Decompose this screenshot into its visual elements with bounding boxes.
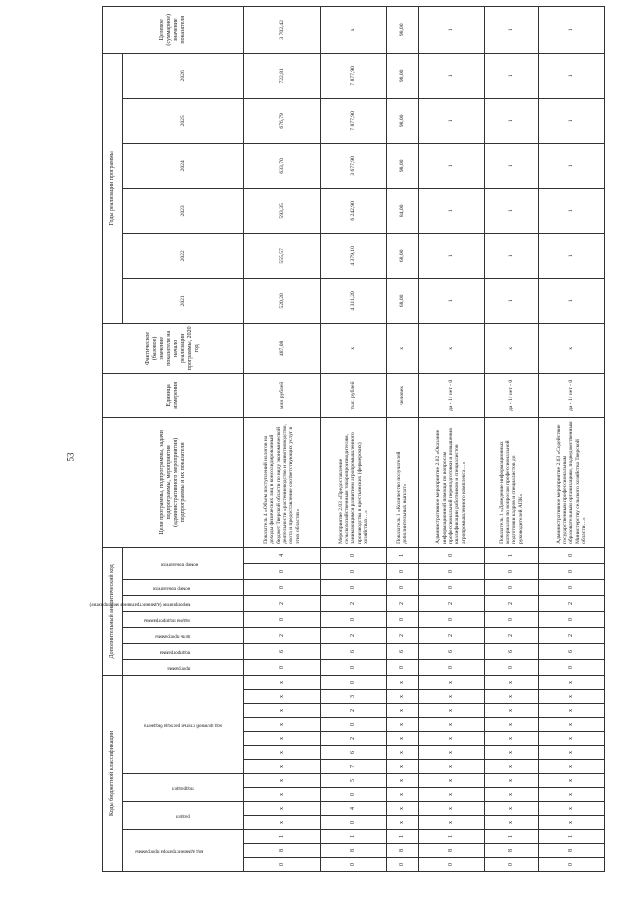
header-additional-codes: Дополнительный аналитический код	[103, 547, 123, 675]
table-canvas	[89, 13, 605, 872]
row-name: Показатель 1 «Доведение информационных материалов по вопросам профессиональной подготовки кадров и специалистов до руководителей АПК»	[484, 417, 538, 547]
budget-code-cell: х	[387, 788, 419, 802]
budget-code-cell: 1	[321, 830, 387, 844]
program-indicators-table	[89, 6, 605, 872]
header-name-column: Цели программы, подпрограммы, задачи подпрограммы, мероприятия (административного мероприятия) подпрограммы и их показатели	[103, 417, 244, 547]
row-value-2024: 1	[539, 143, 605, 188]
budget-code-cell: х	[387, 690, 419, 704]
budget-code-cell: х	[539, 774, 605, 788]
header-year-2022: 2022	[123, 233, 244, 278]
header-unit: Единица измерения	[103, 373, 244, 417]
row-value-2024: 1	[418, 143, 484, 188]
budget-code-cell: х	[484, 746, 538, 760]
budget-code-cell: х	[539, 704, 605, 718]
additional-code-cell: 0	[539, 563, 605, 579]
row-value-2023: 1	[418, 188, 484, 233]
budget-code-cell: х	[484, 675, 538, 689]
budget-code-cell: х	[244, 788, 321, 802]
header-target-article-label: код целевой статьи расхода бюджета	[144, 722, 222, 728]
additional-code-cell: 1	[387, 547, 419, 563]
budget-code-cell: х	[244, 802, 321, 816]
budget-code-cell: х	[418, 704, 484, 718]
budget-code-cell: 0	[321, 718, 387, 732]
budget-code-cell: 1	[539, 830, 605, 844]
row-value-2023: 6 242,90	[321, 188, 387, 233]
budget-code-cell: х	[387, 675, 419, 689]
header-add-indicator-code	[123, 547, 244, 579]
budget-code-cell: х	[539, 816, 605, 830]
row-value-2026: 1	[539, 53, 605, 98]
budget-code-cell: 8	[387, 844, 419, 858]
budget-code-cell: х	[539, 802, 605, 816]
row-value-2026: 7 877,90	[321, 53, 387, 98]
budget-code-cell: 2	[321, 704, 387, 718]
budget-code-cell: 2	[321, 732, 387, 746]
additional-code-cell: 6	[484, 643, 538, 659]
row-name: Показатель 1 «Количество получателей дополнительных выплат»	[387, 417, 419, 547]
row-actual: х	[539, 323, 605, 373]
additional-code-cell: 0	[321, 579, 387, 595]
additional-code-cell: 0	[321, 563, 387, 579]
additional-code-cell: 2	[244, 627, 321, 643]
budget-code-cell: х	[484, 802, 538, 816]
header-budget-codes: Коды бюджетной классификации	[103, 675, 123, 871]
header-add-indicator-num-label: номер показателя	[153, 585, 191, 591]
budget-code-cell: х	[539, 732, 605, 746]
header-target-value	[103, 6, 244, 53]
additional-code-cell: 0	[321, 547, 387, 563]
budget-code-cell: х	[244, 760, 321, 774]
row-unit: да - 1/ нет - 0	[539, 373, 605, 417]
row-value-2025: 676,79	[244, 98, 321, 143]
row-value-2022: 1	[484, 233, 538, 278]
additional-code-cell: 0	[484, 611, 538, 627]
budget-code-cell: х	[539, 760, 605, 774]
table-row	[244, 6, 321, 871]
table-row	[484, 6, 538, 871]
additional-code-cell: 0	[418, 611, 484, 627]
budget-code-cell: х	[418, 675, 484, 689]
additional-code-cell: 2	[418, 595, 484, 611]
header-add-indicator-num	[123, 579, 244, 595]
row-value-2023: 1	[484, 188, 538, 233]
budget-code-cell: х	[387, 704, 419, 718]
row-value-2021: 1	[418, 278, 484, 323]
budget-code-cell: х	[539, 746, 605, 760]
budget-code-cell: х	[387, 774, 419, 788]
header-section	[123, 802, 244, 830]
additional-code-cell: 1	[484, 547, 538, 563]
additional-code-cell: 2	[244, 595, 321, 611]
header-add-event	[89, 595, 244, 611]
budget-code-cell: х	[244, 718, 321, 732]
budget-code-cell: х	[244, 774, 321, 788]
budget-code-cell: х	[387, 802, 419, 816]
budget-code-cell: х	[387, 746, 419, 760]
row-actual: х	[484, 323, 538, 373]
budget-code-cell: х	[539, 788, 605, 802]
row-value-2025: 1	[418, 98, 484, 143]
row-target: 1	[539, 6, 605, 53]
budget-code-cell: х	[387, 816, 419, 830]
additional-code-cell: 6	[387, 643, 419, 659]
budget-code-cell: х	[244, 746, 321, 760]
additional-code-cell: 2	[387, 627, 419, 643]
budget-code-cell: х	[539, 675, 605, 689]
budget-code-cell: х	[244, 732, 321, 746]
row-actual: 487,08	[244, 323, 321, 373]
row-value-2021: 1	[484, 278, 538, 323]
additional-code-cell: 0	[539, 547, 605, 563]
additional-code-cell: 0	[244, 659, 321, 675]
budget-code-cell: х	[387, 718, 419, 732]
budget-code-cell: 1	[484, 830, 538, 844]
additional-code-cell: 2	[484, 627, 538, 643]
budget-code-cell: х	[539, 690, 605, 704]
additional-code-cell: 0	[244, 579, 321, 595]
row-value-2025: 1	[484, 98, 538, 143]
budget-code-cell: х	[418, 788, 484, 802]
additional-code-cell: 0	[387, 563, 419, 579]
additional-code-cell: 0	[539, 579, 605, 595]
budget-code-cell: х	[484, 732, 538, 746]
budget-code-cell: 0	[321, 788, 387, 802]
header-subsection-label: подраздел	[172, 785, 194, 791]
budget-code-cell: х	[418, 802, 484, 816]
budget-code-cell: х	[484, 718, 538, 732]
budget-code-cell: 0	[321, 675, 387, 689]
budget-code-cell: 8	[484, 844, 538, 858]
table-row	[321, 6, 387, 871]
additional-code-cell: 0	[387, 579, 419, 595]
header-add-event-label: мероприятие (административное мероприятие)	[89, 601, 191, 607]
header-add-task	[123, 611, 244, 627]
row-name: Показатель 4 «Объем поступлений налогов на доходы физических лиц в консолидированный бюджет Тверской области по виду экономической деятельности «растениеводство и животноводство, охота и предоставление соответствующих услуг в этих областях»	[244, 417, 321, 547]
row-target: 1	[484, 6, 538, 53]
header-add-program-label: программа	[167, 665, 191, 671]
header-add-task-label: задача подпрограммы	[144, 617, 191, 623]
row-value-2026: 1	[484, 53, 538, 98]
additional-code-cell: 0	[484, 659, 538, 675]
additional-code-cell: 0	[539, 611, 605, 627]
additional-code-cell: 0	[387, 611, 419, 627]
row-target: 1	[418, 6, 484, 53]
header-actual-value: Фактическое (базовое) значение показателя на начало реализации программы, 2020 год	[103, 323, 244, 373]
budget-code-cell: 0	[484, 858, 538, 872]
additional-code-cell: 6	[539, 643, 605, 659]
row-unit: да - 1/ нет - 0	[484, 373, 538, 417]
row-value-2024: 98,00	[387, 143, 419, 188]
row-value-2022: 68,00	[387, 233, 419, 278]
additional-code-cell: 2	[387, 595, 419, 611]
row-target: 3 702,42	[244, 6, 321, 53]
budget-code-cell: 0	[387, 858, 419, 872]
header-section-label: раздел	[176, 813, 190, 819]
row-unit: млн рублей	[244, 373, 321, 417]
row-name: Административное мероприятие 2.02 «Оказание информационной помощи по вопросам профессиональной переподготовки и повышения квалификации работников и специалистов агропромышленного комплекса…»	[418, 417, 484, 547]
budget-code-cell: х	[418, 774, 484, 788]
header-add-subprogram	[123, 643, 244, 659]
page-number: 53	[65, 452, 76, 462]
additional-code-cell: 0	[244, 611, 321, 627]
additional-code-cell: 2	[539, 627, 605, 643]
header-years-group: Годы реализации программы	[103, 53, 123, 323]
row-target: 98,00	[387, 6, 419, 53]
budget-code-cell: 8	[321, 844, 387, 858]
additional-code-cell: 2	[321, 627, 387, 643]
row-value-2026: 98,00	[387, 53, 419, 98]
budget-code-cell: 8	[539, 844, 605, 858]
header-admin-code	[123, 830, 244, 872]
row-actual: х	[418, 323, 484, 373]
budget-code-cell: 0	[539, 858, 605, 872]
row-value-2022: 555,57	[244, 233, 321, 278]
budget-code-cell: 0	[418, 858, 484, 872]
budget-code-cell: 7	[321, 760, 387, 774]
budget-code-cell: 0	[321, 858, 387, 872]
header-add-goal-label: цель программы	[155, 633, 191, 639]
additional-code-cell: 6	[321, 643, 387, 659]
budget-code-cell: х	[484, 704, 538, 718]
additional-code-cell: 4	[244, 547, 321, 563]
row-actual: х	[321, 323, 387, 373]
table-row	[387, 6, 419, 871]
budget-code-cell: 8	[418, 844, 484, 858]
additional-code-cell: 0	[244, 563, 321, 579]
budget-code-cell: х	[418, 732, 484, 746]
budget-code-cell: 1	[387, 830, 419, 844]
row-name: Мероприятие 2.03 «Предоставление сельскохозяйственным товаропроизводителям, занимающимся развитием агропромышленного производства в крестьянских (фермерских) хозяйствах…»	[321, 417, 387, 547]
additional-code-cell: 0	[418, 547, 484, 563]
additional-code-cell: 0	[321, 611, 387, 627]
additional-code-cell: 0	[418, 563, 484, 579]
row-value-2022: 4 379,10	[321, 233, 387, 278]
budget-code-cell: 1	[244, 830, 321, 844]
row-unit: тыс. рублей	[321, 373, 387, 417]
budget-code-cell: 1	[418, 830, 484, 844]
row-value-2026: 1	[418, 53, 484, 98]
row-value-2021: 4 311,20	[321, 278, 387, 323]
row-value-2024: 633,70	[244, 143, 321, 188]
additional-code-cell: 0	[418, 579, 484, 595]
row-value-2024: 1	[484, 143, 538, 188]
budget-code-cell: х	[387, 760, 419, 774]
budget-code-cell: 4	[321, 802, 387, 816]
budget-code-cell: х	[387, 732, 419, 746]
rotated-table-frame	[89, 13, 605, 872]
budget-code-cell: 6	[321, 746, 387, 760]
row-unit: человек	[387, 373, 419, 417]
row-value-2021: 68,00	[387, 278, 419, 323]
budget-code-cell: х	[244, 675, 321, 689]
additional-code-cell: 6	[244, 643, 321, 659]
header-year-2021: 2021	[123, 278, 244, 323]
budget-code-cell: х	[418, 690, 484, 704]
header-year-2024: 2024	[123, 143, 244, 188]
header-year-2026: 2026	[123, 53, 244, 98]
row-value-2026: 722,81	[244, 53, 321, 98]
budget-code-cell: х	[418, 760, 484, 774]
row-value-2022: 1	[418, 233, 484, 278]
table-row	[539, 6, 605, 871]
budget-code-cell: х	[418, 718, 484, 732]
row-name: Административное мероприятие 2.03 «Содействие государственным профессиональным образовательным организациям, подведомственным Министерству сельского хозяйства Тверской области…»	[539, 417, 605, 547]
additional-code-cell: 0	[418, 659, 484, 675]
row-value-2025: 1	[539, 98, 605, 143]
additional-code-cell: 0	[484, 563, 538, 579]
budget-code-cell: х	[484, 760, 538, 774]
budget-code-cell: х	[484, 816, 538, 830]
budget-code-cell: 5	[321, 774, 387, 788]
header-subsection	[123, 774, 244, 802]
additional-code-cell: 2	[418, 627, 484, 643]
budget-code-cell: х	[539, 718, 605, 732]
header-add-program	[123, 659, 244, 675]
budget-code-cell: х	[418, 816, 484, 830]
row-actual: х	[387, 323, 419, 373]
header-add-subprogram-label: подпрограмма	[159, 649, 191, 655]
budget-code-cell: х	[244, 690, 321, 704]
additional-code-cell: 6	[418, 643, 484, 659]
row-value-2023: 84,00	[387, 188, 419, 233]
budget-code-cell: 0	[321, 816, 387, 830]
additional-code-cell: 2	[321, 595, 387, 611]
budget-code-cell: х	[244, 816, 321, 830]
budget-code-cell: 8	[244, 844, 321, 858]
header-admin-code-label: код администратора программы	[135, 848, 204, 854]
header-add-goal	[123, 627, 244, 643]
budget-code-cell: х	[484, 774, 538, 788]
additional-code-cell: 0	[387, 659, 419, 675]
additional-code-cell: 0	[484, 579, 538, 595]
header-year-2023: 2023	[123, 188, 244, 233]
row-value-2023: 1	[539, 188, 605, 233]
row-value-2022: 1	[539, 233, 605, 278]
budget-code-cell: х	[484, 788, 538, 802]
table-row	[418, 6, 484, 871]
row-value-2025: 98,00	[387, 98, 419, 143]
row-value-2024: 3 677,90	[321, 143, 387, 188]
additional-code-cell: 2	[539, 595, 605, 611]
row-value-2021: 520,20	[244, 278, 321, 323]
header-target-value-label: Целевое (суммарное) значение показателя	[159, 13, 186, 46]
budget-code-cell: х	[418, 746, 484, 760]
header-target-article	[123, 675, 244, 773]
row-value-2021: 1	[539, 278, 605, 323]
header-year-2025: 2025	[123, 98, 244, 143]
additional-code-cell: 2	[484, 595, 538, 611]
budget-code-cell: х	[244, 704, 321, 718]
row-unit: да - 1/ нет - 0	[418, 373, 484, 417]
budget-code-cell: х	[484, 690, 538, 704]
row-target: х	[321, 6, 387, 53]
budget-code-cell: 3	[321, 690, 387, 704]
header-add-indicator-code-label: номер показателя	[161, 561, 199, 567]
row-value-2025: 7 877,90	[321, 98, 387, 143]
additional-code-cell: 0	[539, 659, 605, 675]
row-value-2023: 593,35	[244, 188, 321, 233]
budget-code-cell: 0	[244, 858, 321, 872]
additional-code-cell: 0	[321, 659, 387, 675]
